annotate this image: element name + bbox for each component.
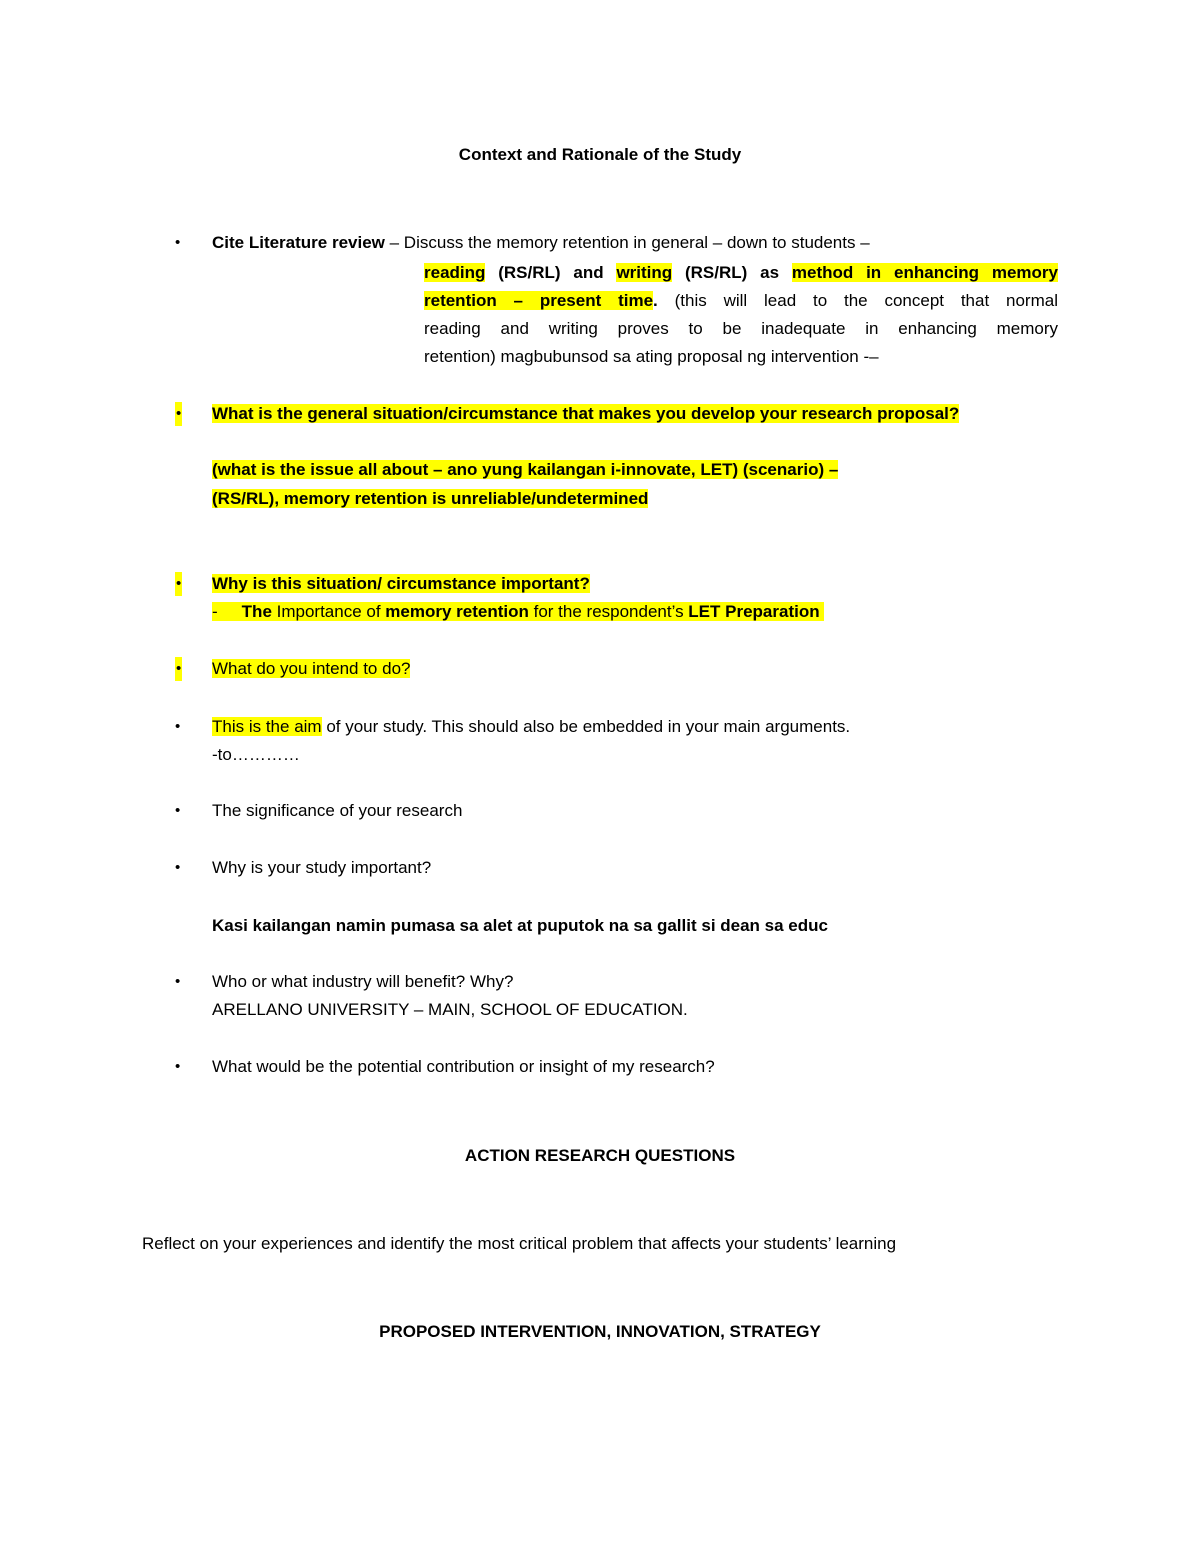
literature-review-lead: – Discuss the memory retention in general – down to students – [384, 233, 870, 252]
retention-unreliable-text: (RS/RL), memory retention is unreliable/undetermined [212, 489, 649, 508]
aim-highlight: This is the aim [212, 717, 322, 736]
literature-review-label: Cite Literature review [212, 233, 385, 252]
method-term: method in enhancing memory [791, 263, 1058, 282]
reading-term: reading [424, 263, 486, 282]
issue-line [212, 458, 838, 482]
bullet-icon: • [175, 718, 181, 735]
literature-review-line-3 [424, 287, 1058, 315]
literature-review-line-4: reading and writing proves to be inadequate in enhancing memory [424, 319, 1058, 338]
bullet-icon: • [175, 973, 181, 990]
bullet-icon: • [175, 859, 181, 876]
let-preparation-term: LET Preparation [688, 602, 820, 621]
general-situation-text: What is the general situation/circumstance that makes you develop your research proposal? [212, 404, 960, 423]
for-respondents: for the respondent’s [528, 602, 689, 621]
benefit-item: Who or what industry will benefit? Why? [212, 972, 514, 991]
aim-line [212, 715, 850, 739]
rs-rl-as: (RS/RL) as [672, 263, 792, 282]
period: . [653, 291, 658, 310]
significance-item: The significance of your research [212, 801, 463, 820]
literature-review-line-5: retention) magbubunsod sa ating proposal ng intervention -– [424, 347, 879, 366]
issue-text: (what is the issue all about – ano yung kailangan i-innovate, LET) (scenario) – [212, 460, 839, 479]
importance-text: Why is this situation/ circumstance important? [212, 574, 590, 593]
the-word: The [241, 602, 272, 621]
general-situation-question [212, 402, 959, 426]
importance-question [212, 572, 590, 596]
reflect-text: Reflect on your experiences and identify the most critical problem that affects your students’ learning [142, 1234, 897, 1253]
importance-of: Importance of [271, 602, 386, 621]
bullet-icon: • [175, 802, 181, 819]
literature-review-line-2 [424, 259, 1058, 287]
dash: - [212, 602, 218, 621]
bullet-icon: • [175, 402, 182, 426]
concept-text: (this will lead to the concept that normal [674, 291, 1058, 310]
aim-sub: -to………… [212, 745, 300, 764]
bullet-icon: • [175, 657, 182, 681]
bullet-icon: • [175, 234, 181, 251]
literature-review-line [212, 231, 870, 255]
study-important-item: Why is your study important? [212, 858, 432, 877]
page-title: Context and Rationale of the Study [458, 145, 742, 164]
rs-rl-and: (RS/RL) and [485, 263, 617, 282]
memory-retention-term: memory retention [385, 602, 529, 621]
intend-question [212, 657, 410, 681]
study-important-answer: Kasi kailangan namin pumasa sa alet at puputok na sa gallit si dean sa educ [212, 916, 828, 935]
retention-present-term: retention – present time [424, 291, 654, 310]
contribution-item: What would be the potential contribution or insight of my research? [212, 1057, 715, 1076]
importance-answer-line [212, 600, 824, 624]
action-research-heading: ACTION RESEARCH QUESTIONS [464, 1146, 736, 1165]
importance-answer [212, 602, 824, 621]
retention-unreliable-line [212, 487, 648, 511]
aim-rest: of your study. This should also be embedded in your main arguments. [321, 717, 851, 736]
bullet-icon: • [175, 1058, 181, 1075]
benefit-answer: ARELLANO UNIVERSITY – MAIN, SCHOOL OF EDUCATION. [212, 1000, 688, 1019]
proposed-intervention-heading: PROPOSED INTERVENTION, INNOVATION, STRATEGY [379, 1322, 821, 1341]
intend-text: What do you intend to do? [212, 659, 411, 678]
writing-term: writing [616, 263, 673, 282]
bullet-icon: • [175, 572, 182, 596]
